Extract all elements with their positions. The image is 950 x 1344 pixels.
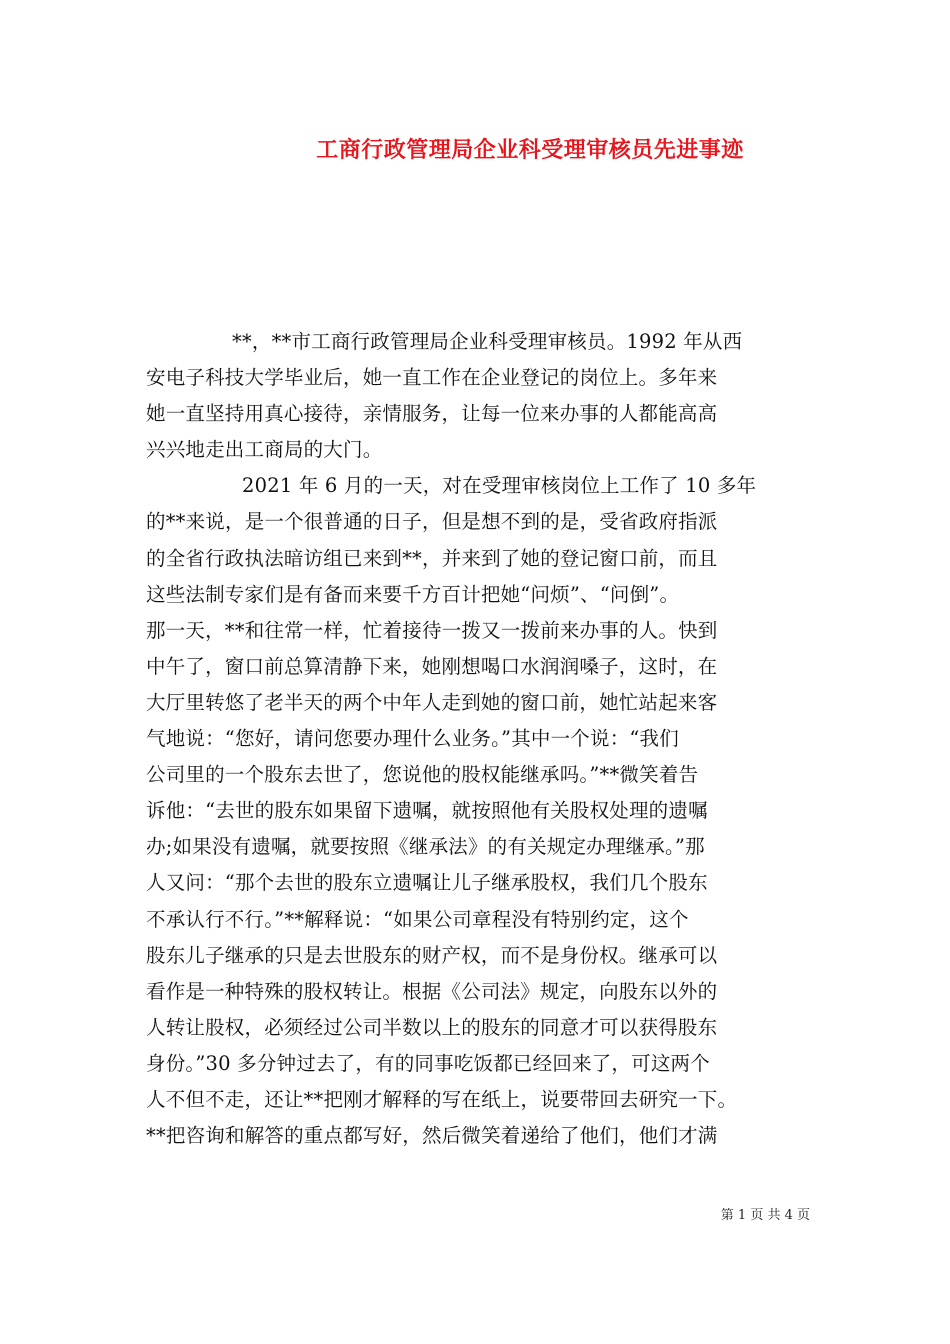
page-number: 第 1 页 共 4 页 <box>720 1208 810 1223</box>
document-title: 工商行政管理局企业科受理审核员先进事迹 <box>316 137 744 163</box>
text-line: **把咨询和解答的重点都写好，然后微笑着递给了他们，他们才满 <box>146 1124 718 1148</box>
text-line: 兴兴地走出工商局的大门。 <box>146 438 383 462</box>
text-line: **，**市工商行政管理局企业科受理审核员。1992 年从西 <box>232 330 743 353</box>
text-line: 人又问：“那个去世的股东立遗嘱让儿子继承股权，我们几个股东 <box>146 871 708 895</box>
text-line: 人转让股权，必须经过公司半数以上的股东的同意才可以获得股东 <box>146 1015 718 1039</box>
text-line: 中午了，窗口前总算清静下来，她刚想喝口水润润嗓子，这时，在 <box>146 654 718 678</box>
text-line: 的**来说，是一个很普通的日子，但是想不到的是，受省政府指派 <box>146 510 718 534</box>
paragraph-2 <box>146 468 816 1154</box>
text-line: 这些法制专家们是有备而来要千方百计把她“问烦”、“问倒”。 <box>146 582 680 606</box>
text-line: 2021 年 6 月的一天，对在受理审核岗位上工作了 10 多年 <box>242 474 757 498</box>
text-line: 气地说：“您好，请问您要办理什么业务。”其中一个说：“我们 <box>146 727 679 751</box>
text-line: 不承认行不行。”**解释说：“如果公司章程没有特别约定，这个 <box>146 907 689 931</box>
text-line: 人不但不走，还让**把刚才解释的写在纸上，说要带回去研究一下。 <box>146 1087 738 1111</box>
text-line: 她一直坚持用真心接待，亲情服务，让每一位来办事的人都能高高 <box>146 402 718 426</box>
text-line: 身份。”30 多分钟过去了，有的同事吃饭都已经回来了，可这两个 <box>146 1051 710 1075</box>
text-line: 安电子科技大学毕业后，她一直工作在企业登记的岗位上。多年来 <box>146 366 718 390</box>
text-line: 看作是一种特殊的股权转让。根据《公司法》规定，向股东以外的 <box>146 979 718 1003</box>
text-line: 股东儿子继承的只是去世股东的财产权，而不是身份权。继承可以 <box>146 943 718 967</box>
text-line: 的全省行政执法暗访组已来到**，并来到了她的登记窗口前，而且 <box>146 546 718 570</box>
paragraph-1 <box>146 324 816 468</box>
text-line: 诉他：“去世的股东如果留下遗嘱，就按照他有关股权处理的遗嘱 <box>146 799 708 823</box>
text-line: 那一天，**和往常一样，忙着接待一拨又一拨前来办事的人。快到 <box>146 618 718 642</box>
text-line: 公司里的一个股东去世了，您说他的股权能继承吗。”**微笑着告 <box>146 763 699 787</box>
text-line: 大厅里转悠了老半天的两个中年人走到她的窗口前，她忙站起来客 <box>146 690 718 714</box>
document-body <box>146 324 816 1154</box>
text-line: 办;如果没有遗嘱，就要按照《继承法》的有关规定办理继承。”那 <box>146 835 705 859</box>
